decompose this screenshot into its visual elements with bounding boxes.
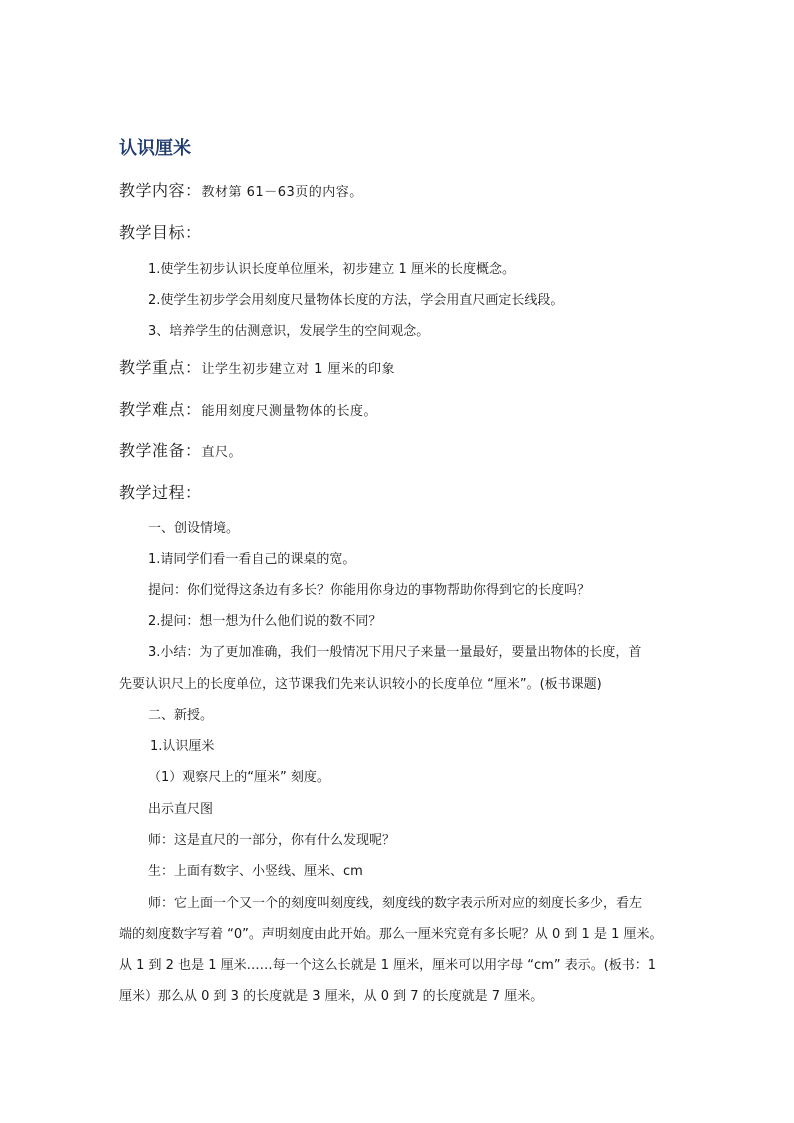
goals-label: 教学目标： <box>119 223 202 242</box>
process-label: 教学过程： <box>119 483 202 502</box>
key-point-heading <box>119 360 395 376</box>
goal-item: 3、培养学生的估测意识，发展学生的空间观念。 <box>148 324 430 339</box>
process-line: 1.认识厘米 <box>150 739 215 754</box>
process-line: 一、创设情境。 <box>148 521 240 536</box>
difficulty-value: 能用刻度尺测量物体的长度。 <box>201 404 378 419</box>
key-point-value: 让学生初步建立对 1 厘米的印象 <box>201 362 396 377</box>
process-line: 1.请同学们看一看自己的课桌的宽。 <box>148 552 356 567</box>
content-heading <box>119 183 363 199</box>
process-line: 2.提问：想一想为什么他们说的数不同？ <box>148 614 382 629</box>
process-line: 出示直尺图 <box>148 802 214 817</box>
process-line: 先要认识尺上的长度单位，这节课我们先来认识较小的长度单位 “厘米”。(板书课题) <box>119 677 602 692</box>
content-value: 教材第 61－63页的内容。 <box>201 185 363 200</box>
process-line: （1）观察尺上的“厘米” 刻度。 <box>148 770 330 785</box>
goal-item: 2.使学生初步学会用刻度尺量物体长度的方法，学会用直尺画定长线段。 <box>148 293 564 308</box>
document-title: 认识厘米 <box>119 138 191 159</box>
goal-item: 1.使学生初步认识长度单位厘米，初步建立 1 厘米的长度概念。 <box>148 262 515 277</box>
process-line: 提问：你们觉得这条边有多长？你能用你身边的事物帮助你得到它的长度吗？ <box>148 583 591 598</box>
process-line: 生：上面有数字、小竖线、厘米、cm <box>148 864 363 879</box>
process-line: 端的刻度数字写着 “0”。声明刻度由此开始。那么一厘米究竟有多长呢？从 0 到 1 是 1 厘米。 <box>119 927 663 942</box>
preparation-value: 直尺。 <box>201 445 243 460</box>
difficulty-label: 教学难点： <box>119 400 202 419</box>
process-line: 3.小结：为了更加准确，我们一般情况下用尺子来量一量最好，要量出物体的长度，首 <box>148 645 642 660</box>
process-line: 厘米）那么从 0 到 3 的长度就是 3 厘米，从 0 到 7 的长度就是 7 厘米。 <box>119 989 544 1004</box>
process-line: 师：它上面一个又一个的刻度叫刻度线，刻度线的数字表示所对应的刻度长多少，看左 <box>148 896 643 911</box>
process-line: 二、新授。 <box>148 708 214 723</box>
process-line: 师：这是直尺的一部分，你有什么发现呢？ <box>148 833 396 848</box>
process-line: 从 1 到 2 也是 1 厘米……每一个这么长就是 1 厘米，厘米可以用字母 “cm” 表示。(板书：1 <box>119 958 657 973</box>
preparation-heading <box>119 443 242 459</box>
goals-heading <box>119 225 202 241</box>
process-heading <box>119 485 202 501</box>
key-point-label: 教学重点： <box>119 358 202 377</box>
difficulty-heading <box>119 402 377 418</box>
preparation-label: 教学准备： <box>119 441 202 460</box>
content-label: 教学内容： <box>119 181 202 200</box>
